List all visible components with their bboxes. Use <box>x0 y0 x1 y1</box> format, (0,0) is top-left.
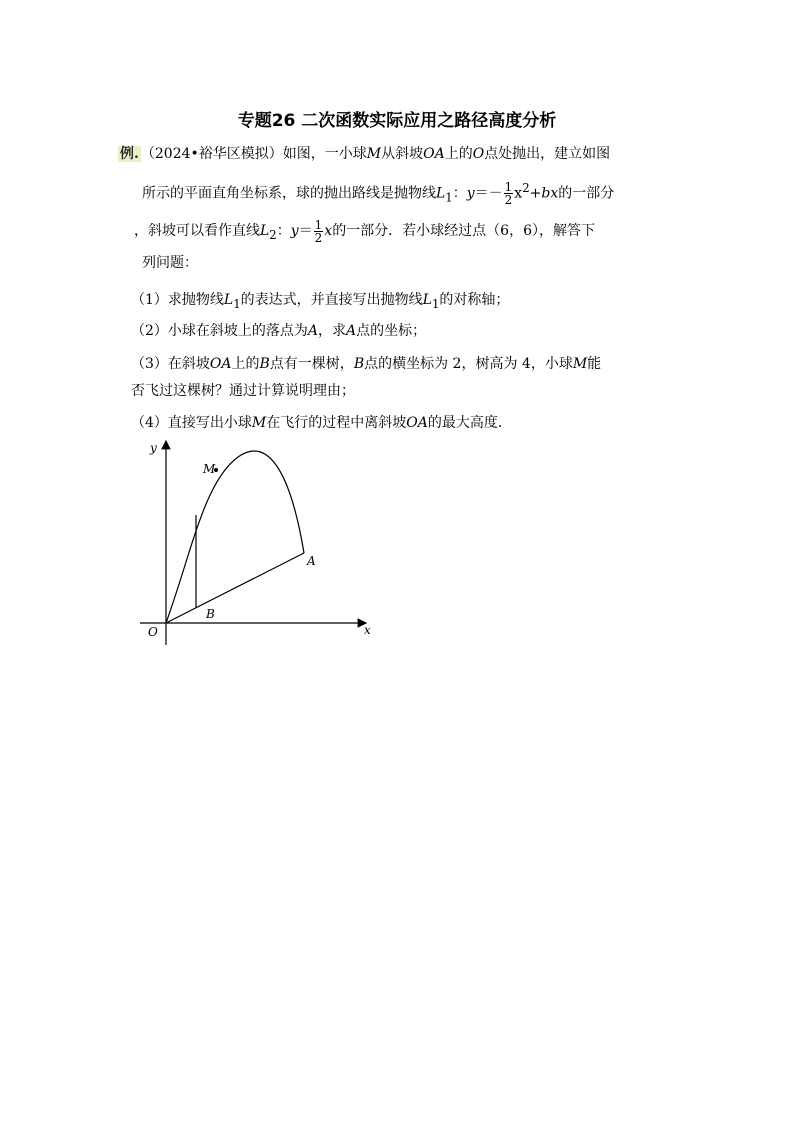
text: ，求 <box>318 323 347 339</box>
var-l: L <box>223 292 234 308</box>
numerator: 1 <box>314 217 323 232</box>
var-o: O <box>472 146 485 162</box>
text: 的一部分 <box>558 185 615 202</box>
subscript: 1 <box>233 296 241 311</box>
label-y: y <box>150 441 157 455</box>
slope-line <box>166 553 304 623</box>
var-l: L <box>436 185 446 202</box>
var-b: b <box>541 185 551 202</box>
example-paragraph <box>118 141 678 276</box>
var-y: y <box>466 185 475 202</box>
figure-diagram <box>130 435 390 655</box>
var-l: L <box>422 292 432 308</box>
label-b: B <box>206 607 215 621</box>
var-a: A <box>346 323 357 339</box>
question-1 <box>131 290 691 314</box>
text: 点的坐标； <box>356 323 427 339</box>
text: 的对称轴； <box>439 292 510 308</box>
label-x: x <box>364 623 371 637</box>
var-oa: OA <box>209 356 232 372</box>
example-tag: 例. <box>120 146 139 162</box>
subscript: 1 <box>445 190 453 205</box>
text: 能 <box>587 356 602 372</box>
text: + <box>529 185 542 202</box>
question-2 <box>131 321 691 341</box>
label-o: O <box>148 625 158 639</box>
text: 如图，一小球 <box>282 146 367 162</box>
text: 点有一棵树， <box>269 356 354 372</box>
label-m: M <box>203 462 216 476</box>
example-line-4: 列问题： <box>142 255 198 272</box>
denominator: 2 <box>504 193 513 208</box>
text: （4）直接写出小球 <box>131 415 252 431</box>
subscript: 2 <box>269 228 277 243</box>
source-note: （2024•裕华区模拟） <box>140 146 283 162</box>
text: 上的 <box>231 356 260 372</box>
var-b-point: B <box>353 356 365 372</box>
text: ＝－ <box>474 185 503 202</box>
text: 的最大高度． <box>427 415 512 431</box>
text: 的表达式，并直接写出抛物线 <box>240 292 423 308</box>
example-line-2 <box>118 175 678 210</box>
page-title: 专题26 二次函数实际应用之路径高度分析 <box>237 111 557 131</box>
text: ： <box>276 223 291 240</box>
var-m: M <box>251 415 267 431</box>
var-m: M <box>366 146 382 162</box>
text: ，斜坡可以看作直线 <box>134 223 260 240</box>
text: 点处抛出，建立如图 <box>484 146 611 162</box>
var-x: x <box>550 185 559 202</box>
var-b-point: B <box>259 356 270 372</box>
fraction <box>504 181 514 206</box>
question-3 <box>131 351 691 405</box>
text: 从斜坡 <box>381 146 424 162</box>
text: 所示的平面直角坐标系，球的抛出路线是抛物线 <box>142 185 436 202</box>
text: ＝ <box>298 223 313 240</box>
var-m: M <box>572 356 588 372</box>
question-4 <box>131 413 691 433</box>
text: （1）求抛物线 <box>131 292 224 308</box>
parabola-curve <box>166 451 304 623</box>
text: ： <box>452 185 467 202</box>
text: 在飞行的过程中离斜坡 <box>266 415 407 431</box>
var-oa: OA <box>423 146 445 162</box>
example-line-3 <box>118 218 678 248</box>
fraction <box>314 219 324 244</box>
subscript: 1 <box>431 296 440 311</box>
var-x: x <box>514 185 523 202</box>
label-a: A <box>307 554 316 568</box>
superscript: 2 <box>522 181 530 195</box>
text: 上的 <box>444 146 473 162</box>
var-x: x <box>324 223 333 240</box>
var-a: A <box>307 323 319 339</box>
text: （3）在斜坡 <box>131 356 210 372</box>
var-oa: OA <box>406 415 428 431</box>
var-l: L <box>260 223 270 240</box>
text: 的一部分．若小球经过点（6，6），解答下 <box>332 223 596 240</box>
numerator: 1 <box>504 180 513 195</box>
text: 点的横坐标为 2，树高为 4，小球 <box>364 356 573 372</box>
denominator: 2 <box>314 230 323 245</box>
example-line-1 <box>118 141 678 167</box>
var-y: y <box>290 223 299 240</box>
text: 否飞过这棵树？通过计算说明理由； <box>131 383 355 399</box>
text: （2）小球在斜坡上的落点为 <box>131 323 308 339</box>
